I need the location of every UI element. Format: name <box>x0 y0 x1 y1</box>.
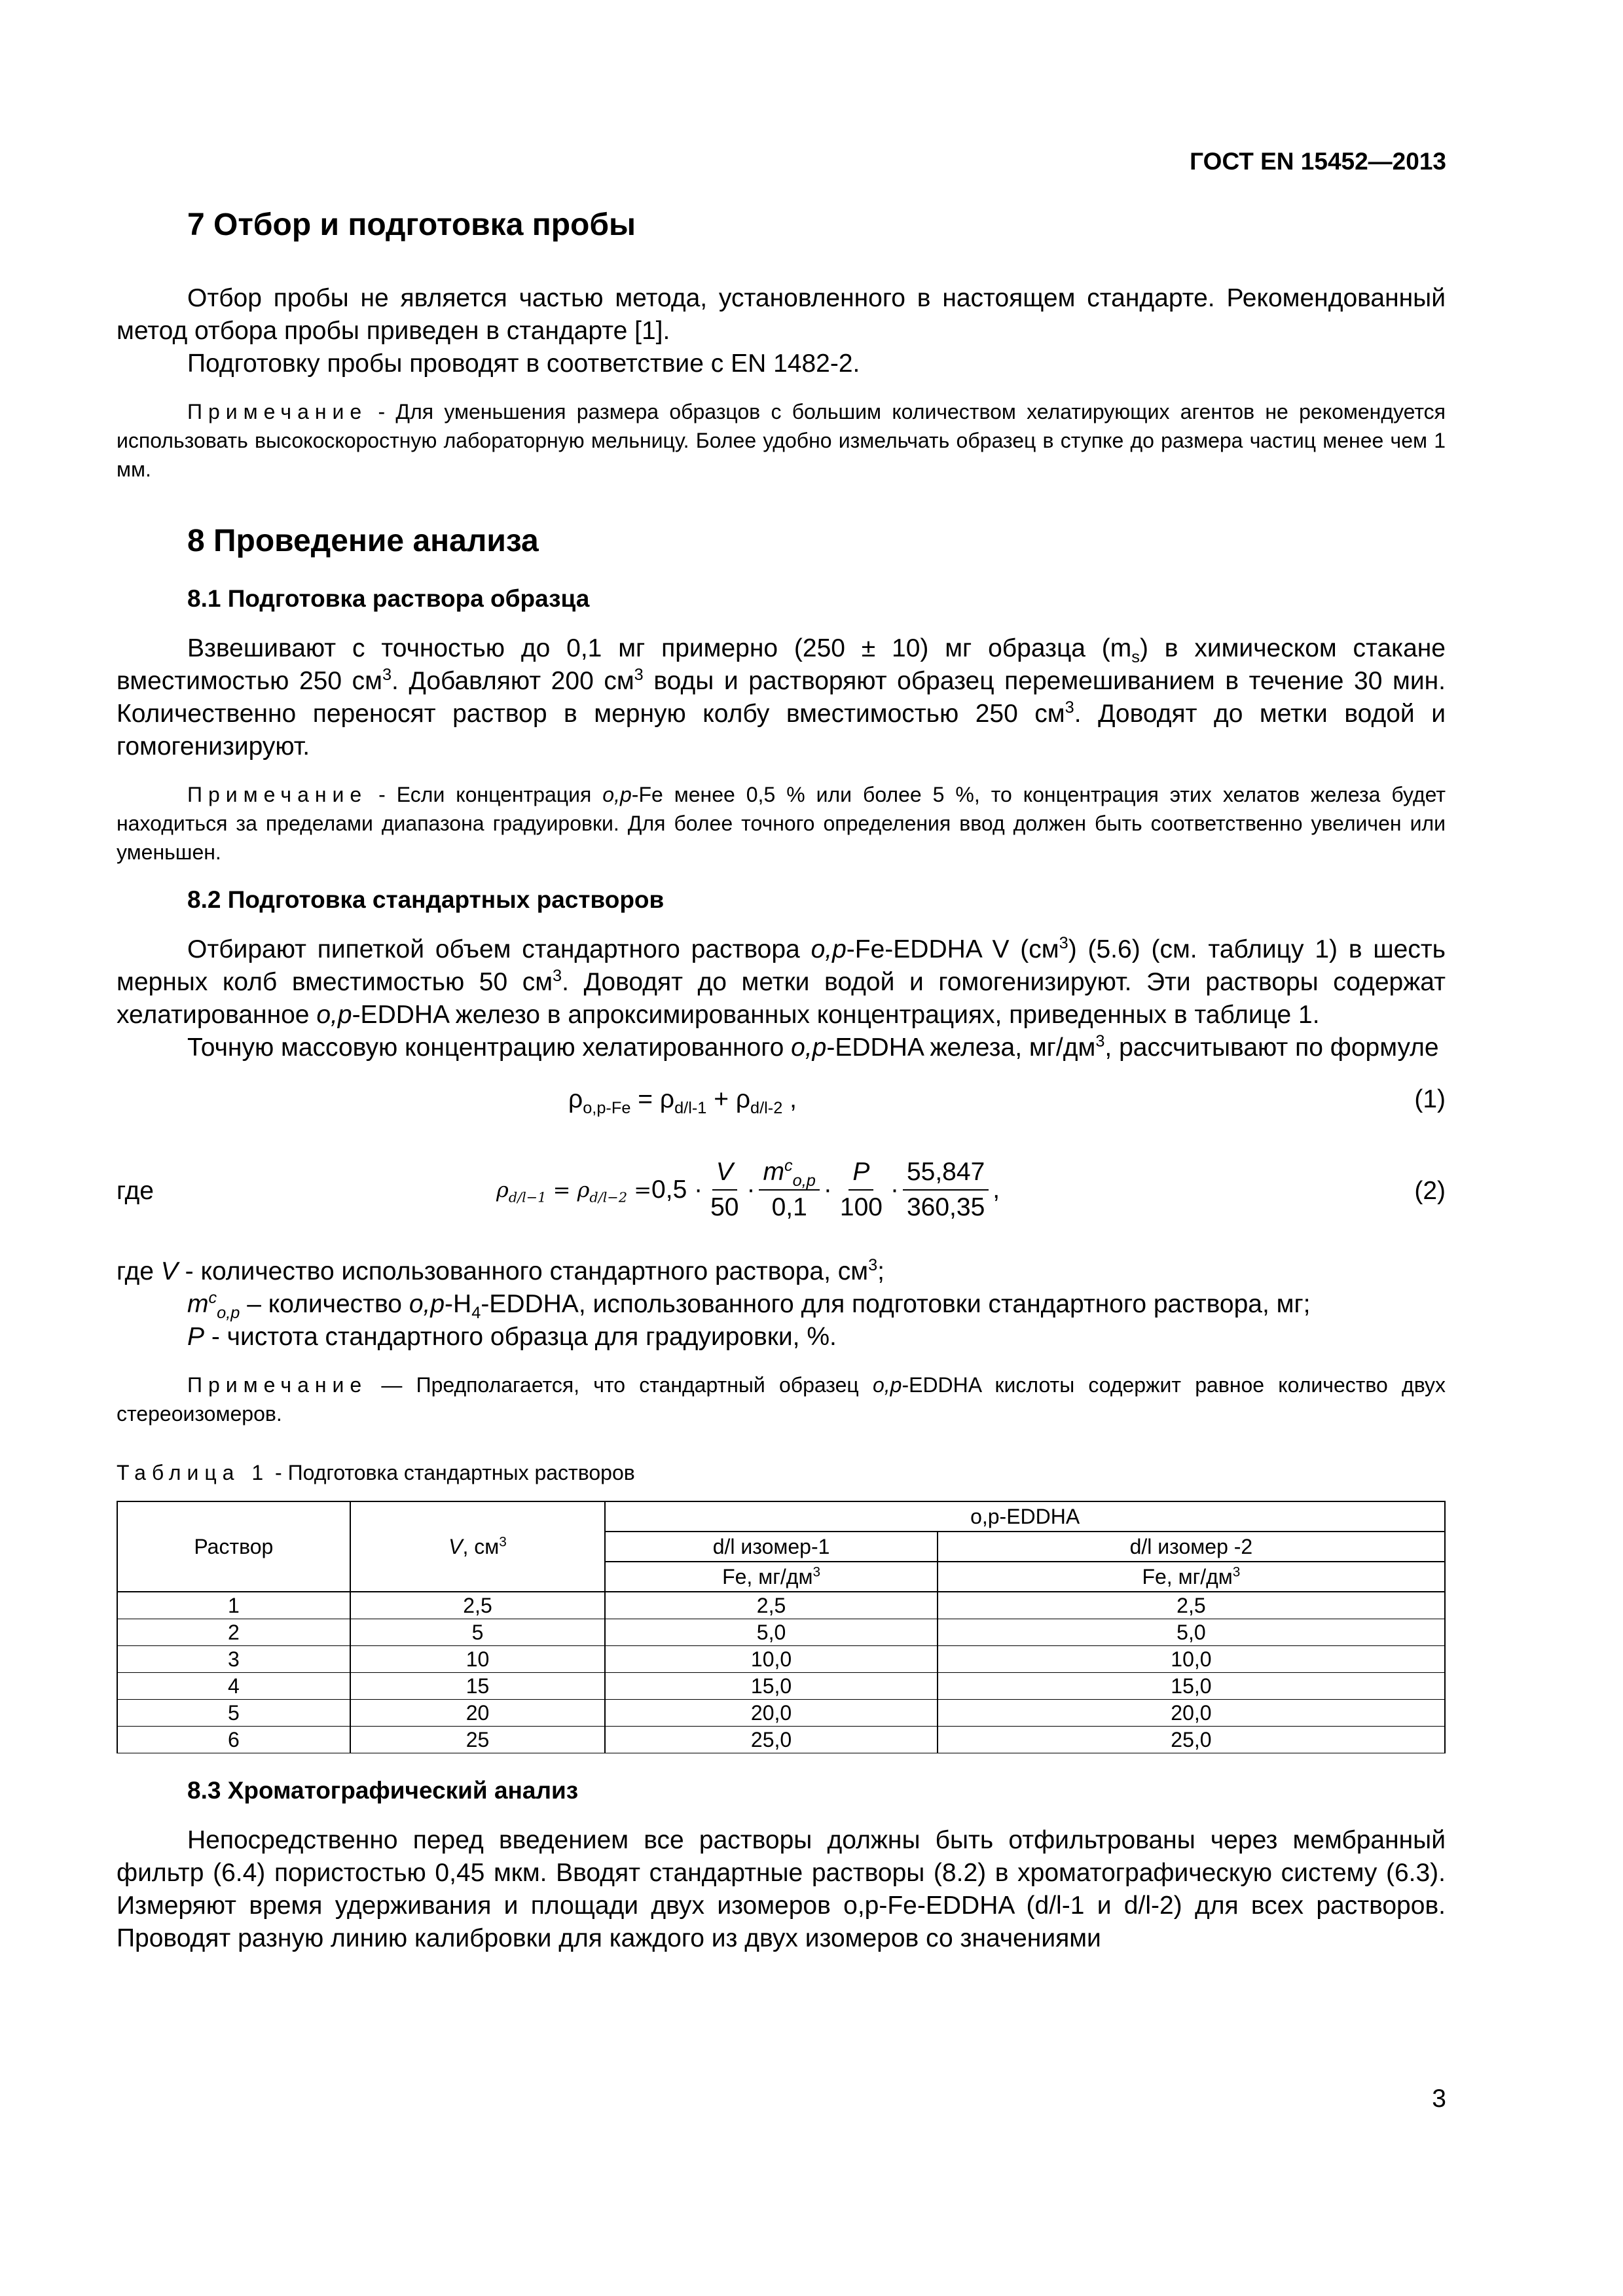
definition-v <box>117 1255 1446 1288</box>
definition-p <box>117 1321 1446 1354</box>
symbol: , <box>782 1085 797 1113</box>
cell: 25 <box>350 1727 606 1753</box>
denominator: 0,1 <box>771 1193 807 1221</box>
cell: 5 <box>117 1700 350 1727</box>
section-7-title: 7 Отбор и подготовка пробы <box>187 207 636 242</box>
text-run: Fe, мг/дм <box>722 1565 813 1588</box>
cell: 5,0 <box>938 1619 1445 1646</box>
table-1-caption <box>117 1461 1446 1485</box>
caption-text: - Подготовка стандартных растворов <box>269 1461 635 1484</box>
symbol: V <box>160 1257 178 1285</box>
text-run: - Если концентрация <box>367 783 603 806</box>
superscript: 3 <box>499 1534 507 1550</box>
cell: 2,5 <box>938 1592 1445 1619</box>
subscript: d/l−2 <box>589 1189 628 1206</box>
text-run: -EDDHA, использованного для подготовки стандартного раствора, мг; <box>481 1290 1311 1318</box>
document-code: ГОСТ EN 15452—2013 <box>1190 148 1446 175</box>
text-run: ) в химическом стакане вместимостью 250 см <box>117 634 1446 695</box>
text-run: — Предполагается, что стандартный образец <box>367 1373 873 1397</box>
text-run: ) (5.6) (см. таблицу 1) в шесть мерных колб вместимостью 50 см <box>117 935 1446 996</box>
denominator: 50 <box>710 1193 739 1221</box>
page-number: 3 <box>1432 2085 1446 2113</box>
text-run: -Fe-EDDHA V (см <box>846 935 1059 963</box>
multiply-dot: · <box>823 1175 832 1204</box>
superscript: 3 <box>868 1256 878 1274</box>
symbol: V <box>448 1535 463 1558</box>
text-run: Отбирают пипеткой объем стандартного раствора <box>187 935 811 963</box>
header-fe-1 <box>605 1562 938 1592</box>
superscript: 3 <box>1059 934 1068 952</box>
symbol: + ρ <box>706 1085 751 1113</box>
symbol: = <box>627 1177 652 1202</box>
numerator <box>759 1158 819 1191</box>
italic-run: o,p <box>791 1033 827 1062</box>
cell: 25,0 <box>605 1727 938 1753</box>
cell: 4 <box>117 1673 350 1700</box>
fraction-v <box>706 1158 742 1222</box>
cell: 20,0 <box>605 1700 938 1727</box>
text-run: -EDDHA кислоты содержит равное количество двух стереоизомеров. <box>117 1373 1446 1426</box>
fraction-p <box>836 1158 886 1222</box>
symbol: ρ <box>568 1085 583 1113</box>
table-1 <box>117 1501 1446 1753</box>
numerator: 55,847 <box>903 1158 989 1191</box>
subscript: o,p-Fe <box>583 1098 631 1117</box>
symbol: ρ <box>496 1177 509 1202</box>
italic-run: o,p <box>602 783 632 806</box>
section-8-1-paragraph <box>117 632 1446 763</box>
table-row <box>117 1727 1445 1753</box>
formula-1 <box>117 1079 1446 1124</box>
header-isomer-2: d/l изомер -2 <box>938 1532 1445 1562</box>
cell: 15,0 <box>938 1673 1445 1700</box>
note-label: Примечание <box>187 783 368 806</box>
table-row <box>117 1646 1445 1673</box>
section-8-2-title: 8.2 Подготовка стандартных растворов <box>187 886 665 913</box>
content <box>117 207 1446 1955</box>
superscript: 3 <box>812 1564 821 1580</box>
cell: 25,0 <box>938 1727 1445 1753</box>
superscript: 3 <box>382 666 392 684</box>
note-text: - Для уменьшения размера образцов с большим количеством хелатирующих агентов не рекомендуется использовать высокоскоростную лабораторную мельницу. Более удобно измельчать образец в ступке до размера частиц менее чем 1 мм. <box>117 400 1446 481</box>
cell: 10,0 <box>938 1646 1445 1673</box>
cell: 2,5 <box>350 1592 606 1619</box>
subscript: d/l−1 <box>508 1189 547 1206</box>
caption-label: Таблица 1 <box>117 1461 270 1484</box>
text-run: Точную массовую концентрацию хелатированного <box>187 1033 792 1062</box>
cell: 6 <box>117 1727 350 1753</box>
cell: 5,0 <box>605 1619 938 1646</box>
superscript: c <box>784 1157 793 1175</box>
header-isomer-1: d/l изомер-1 <box>605 1532 938 1562</box>
equation-number-1: (1) <box>1414 1085 1446 1113</box>
subscript: d/l-1 <box>674 1098 707 1117</box>
text-run: - чистота стандартного образца для градуировки, %. <box>204 1323 837 1351</box>
subscript: s <box>1131 647 1140 666</box>
text-run: воды и растворяют образец перемешиванием в течение 30 мин. Количественно переносят раствор в мерную колбу вместимостью 250 см <box>117 667 1446 728</box>
cell: 3 <box>117 1646 350 1673</box>
superscript: 3 <box>1065 698 1074 717</box>
table-row <box>117 1700 1445 1727</box>
section-8-title: 8 Проведение анализа <box>187 524 539 558</box>
section-7-paragraph-1: Отбор пробы не является частью метода, установленного в настоящем стандарте. Рекомендованный метод отбора пробы приведен в стандарте [1]. <box>117 284 1446 345</box>
symbol: P <box>187 1323 205 1351</box>
symbol: = ρ <box>546 1177 590 1202</box>
text-run: -Fe менее 0,5 % или более 5 %, то концентрация этих хелатов железа будет находиться за пределами диапазона градуировки. Для более точного определения ввод должен быть соответственно увеличен или уменьшен. <box>117 783 1446 864</box>
symbol: , <box>993 1175 1000 1204</box>
superscript: 3 <box>1232 1564 1241 1580</box>
text-run: ; <box>877 1257 885 1285</box>
symbol: m <box>187 1290 209 1318</box>
text-run: , рассчитывают по формуле <box>1104 1033 1439 1062</box>
superscript: 3 <box>634 666 644 684</box>
cell: 15 <box>350 1673 606 1700</box>
section-8-1-title: 8.1 Подготовка раствора образца <box>187 585 590 612</box>
cell: 2,5 <box>605 1592 938 1619</box>
cell: 1 <box>117 1592 350 1619</box>
text-run: -H <box>445 1290 472 1318</box>
text-run: – количество <box>240 1290 409 1318</box>
formula-2 <box>117 1144 1446 1236</box>
section-8-2-paragraph-2 <box>117 1031 1446 1064</box>
section-8-1-note <box>117 780 1446 867</box>
cell: 20,0 <box>938 1700 1445 1727</box>
coefficient: 0,5 · <box>651 1175 703 1204</box>
fraction-m <box>759 1158 819 1222</box>
section-8-3-paragraph: Непосредственно перед введением все растворы должны быть отфильтрованы через мембранный фильтр (6.4) пористостью 0,45 мкм. Вводят стандартные растворы (8.2) в хроматографическую систему (6.3). Измеряют время удерживания и площади двух изомеров o,p-Fe-EDDHA (d/l-1 и d/l-2) для всех растворов. Проводят разную линию калибровки для каждого из двух изомеров со значениями <box>117 1826 1446 1952</box>
text-run: . Доводят до метки водой и гомогенизируют. Эти растворы содержат хелатированное <box>117 968 1446 1029</box>
superscript: 3 <box>553 967 562 985</box>
text-run: -EDDHA железо в апроксимированных концентрациях, приведенных в таблице 1. <box>352 1001 1320 1029</box>
numerator: V <box>712 1158 737 1191</box>
formula-2-lhs <box>496 1177 652 1206</box>
subscript: d/l-2 <box>750 1098 783 1117</box>
superscript: c <box>208 1289 217 1307</box>
subscript: 4 <box>471 1303 481 1322</box>
cell: 10,0 <box>605 1646 938 1673</box>
text-run: -EDDHA железа, мг/дм <box>826 1033 1096 1062</box>
header-eddha-group: o,p-EDDHA <box>605 1501 1445 1532</box>
equation-number-2: (2) <box>1414 1177 1446 1205</box>
denominator: 360,35 <box>906 1193 985 1221</box>
table-row <box>117 1673 1445 1700</box>
text-run: где <box>117 1257 161 1285</box>
formula-1-expression <box>568 1085 797 1117</box>
italic-run: o,p <box>316 1001 352 1029</box>
note-label: Примечание <box>187 1373 368 1397</box>
section-8-2-paragraph-1 <box>117 933 1446 1031</box>
note-label: Примечание <box>187 400 368 423</box>
text-run: . Добавляют 200 см <box>392 667 634 695</box>
denominator: 100 <box>839 1193 883 1221</box>
symbol: = ρ <box>630 1085 675 1113</box>
italic-run: o,p <box>409 1290 445 1318</box>
cell: 10 <box>350 1646 606 1673</box>
definition-m <box>117 1288 1446 1321</box>
cell: 5 <box>350 1619 606 1646</box>
italic-run: o,p <box>872 1373 902 1397</box>
table-row <box>117 1619 1445 1646</box>
superscript: 3 <box>1095 1032 1105 1050</box>
header-solution: Раствор <box>117 1501 350 1592</box>
numerator: P <box>848 1158 873 1191</box>
variable-definitions <box>117 1255 1446 1354</box>
multiply-dot: · <box>890 1175 899 1204</box>
text-run: . Доводят до метки водой и гомогенизируют. <box>117 700 1446 761</box>
header-volume <box>350 1501 606 1592</box>
section-8-3-title: 8.3 Хроматографический анализ <box>187 1777 579 1804</box>
cell: 2 <box>117 1619 350 1646</box>
section-8-2-note <box>117 1371 1446 1428</box>
subscript: o,p <box>792 1171 816 1190</box>
multiply-dot: · <box>746 1175 756 1204</box>
subscript: o,p <box>217 1303 240 1322</box>
cell: 20 <box>350 1700 606 1727</box>
cell: 15,0 <box>605 1673 938 1700</box>
table-row <box>117 1592 1445 1619</box>
text-run: , см <box>462 1535 500 1558</box>
fraction-molar <box>903 1158 989 1222</box>
section-7-paragraph-2: Подготовку пробы проводят в соответствие с EN 1482-2. <box>187 350 860 378</box>
text-run: Взвешивают с точностью до 0,1 мг примерно (250 ± 10) мг образца (m <box>187 634 1132 662</box>
section-7-note <box>117 397 1446 484</box>
text-run: Fe, мг/дм <box>1142 1565 1233 1588</box>
italic-run: o,p <box>811 935 847 963</box>
formula-2-label: где <box>117 1177 154 1205</box>
formula-2-expression <box>496 1144 1000 1236</box>
text-run: - количество использованного стандартного раствора, см <box>177 1257 869 1285</box>
symbol: m <box>763 1158 784 1186</box>
header-fe-2 <box>938 1562 1445 1592</box>
